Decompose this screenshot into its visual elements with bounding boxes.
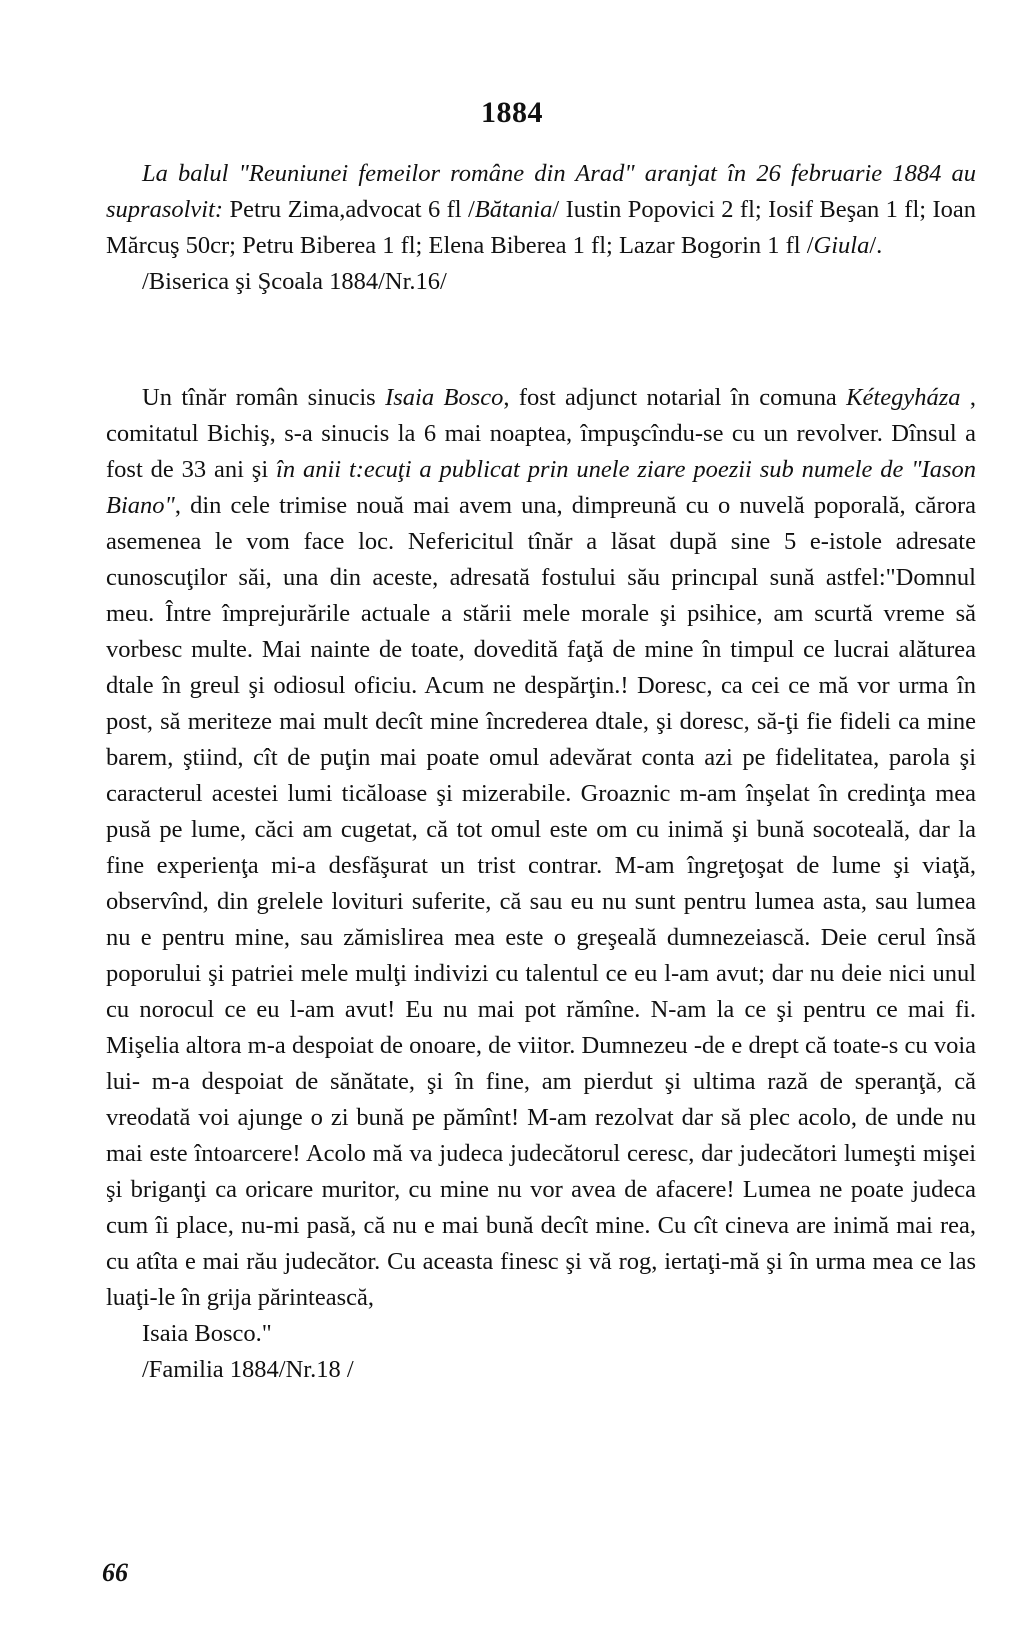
entry-paragraph (106, 380, 976, 1316)
page-title: 1884 (481, 96, 543, 129)
letter-signature: Isaia Bosco." (142, 1320, 272, 1347)
entry-text: /. (869, 232, 883, 259)
entry-text: Un tînăr român sinucis (142, 384, 386, 411)
entry-ball-donations (106, 156, 976, 300)
source-citation: /Familia 1884/Nr.18 / (142, 1356, 354, 1383)
entry-italic-text: în anii t:ecuţi a publicat prin unele ziare poezii sub numele de "Iason Biano" (106, 456, 976, 519)
entry-text: Petru Zima,advocat 6 fl / (223, 196, 475, 223)
entry-suicide-notice (106, 380, 976, 1388)
entry-text: , din cele trimise nouă mai avem una, dimpreună cu o nuvelă poporală, cărora asemenea le vom face loc. Nefericitul tînăr a lăsat după sine 5 e-istole adresate cunoscuţilor săi, una din aceste, adresată fostului său princıpal sună astfel:"Domnul meu. Între împrejurările actuale a stării mele morale şi psihice, am scurtă vreme să vorbesc multe. Mai nainte de toate, dovedită faţă de mine în timpul ce lucrai alăturea dtale în greul şi odiosul oficiu. Acum ne despărţin.! Doresc, ca cei ce mă vor urma în post, să meriteze mai mult decît mine încrederea dtale, şi doresc, să-ţi fie fideli ca mine barem, ştiind, cît de puţin mai poate omul adevărat conta azi pe fidelitatea, parola şi caracterul acestei lumi ticăloase şi mizerabile. Groaznic m-am înşelat în credinţa mea pusă pe lume, căci am cugetat, că tot omul este om cu inimă şi bună socoteală, dar la fine experienţa mi-a desfăşurat un trist contrar. M-am îngreţoşat de lume şi viaţă, observînd, din grelele lovituri suferite, că sau eu nu sunt pentru lumea asta, sau lumea nu e pentru mine, sau zămislirea mea este o greşeală dumnezeiască. Deie cerul însă poporului şi patriei mele mulţi indivizi cu talentul ce eu l-am avut; dar nu deie nici unul cu norocul ce eu l-am avut! Eu nu mai pot rămîne. N-am la ce şi pentru ce mai fi. Mişelia altora m-a despoiat de onoare, de viitor. Dumnezeu -de e drept că toate-s cu voia lui- m-a despoiat de sănătate, şi în fine, am pierdut şi ultima rază de speranţă, că vreodată voi ajunge o zi bună pe pămînt! M-am rezolvat dar să plec acolo, de unde nu mai este întoarcere! Acolo mă va judeca judecătorul ceresc, dar judecători lumeşti mişei şi briganţi ca oricare muritor, cu mine nu vor avea de afacere! Lumea ne poate judeca cum îi place, nu-mi pasă, că nu e mai bună decît mine. Cu cît cineva are inimă mai rea, cu atîta e mai rău judecător. Cu aceasta finesc şi vă rog, iertaţi-mă şi în urma mea ce las luaţi-le în grija părintească, (106, 492, 976, 1311)
entry-text: , comitatul Bichiş, s-a sinucis la 6 mai noaptea, împuşcîndu-se cu un revolver. Dînsul a fost de 33 ani şi (106, 384, 977, 483)
source-citation: /Biserica şi Şcoala 1884/Nr.16/ (142, 268, 447, 295)
person-name: Isaia Bosco (385, 384, 504, 411)
place-name: Bătania (474, 196, 553, 223)
place-name: Giula (813, 232, 870, 259)
entry-intro: La balul "Reuniunei femeilor române din Arad" aranjat în 26 februarie 1884 au suprasolvit: (106, 160, 976, 223)
entry-text: / Iustin Popovici 2 fl; Iosif Beşan 1 fl; Ioan Mărcuş 50cr; Petru Biberea 1 fl; Elena Biberea 1 fl; Lazar Bogorin 1 fl / (106, 196, 976, 259)
entry-paragraph (106, 156, 976, 264)
place-name: Kétegyháza (846, 384, 961, 411)
page-number: 66 (102, 1558, 128, 1587)
entry-text: , fost adjunct notarial în comuna (503, 384, 847, 411)
